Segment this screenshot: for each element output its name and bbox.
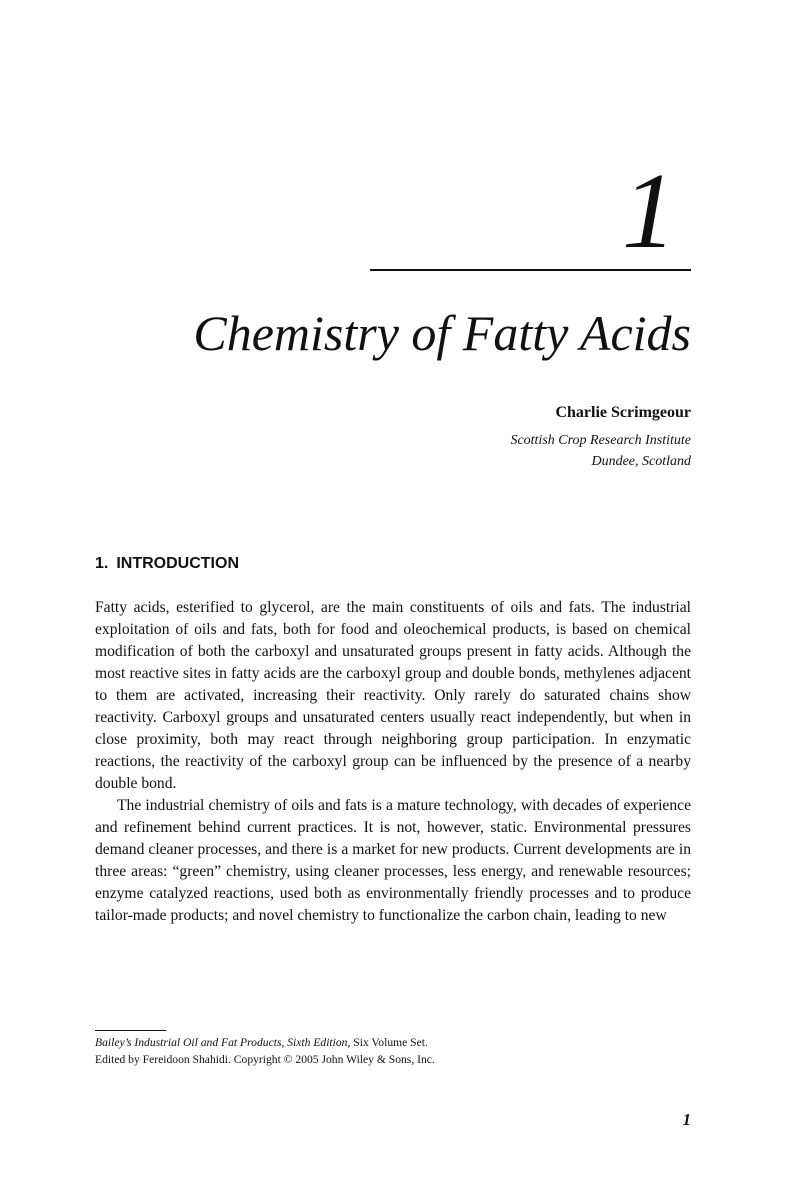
section-heading — [95, 553, 239, 575]
footnote-divider — [95, 1030, 166, 1031]
chapter-title: Chemistry of Fatty Acids — [193, 305, 691, 361]
footnote-copyright: Edited by Fereidoon Shahidi. Copyright © 2005 John Wiley & Sons, Inc. — [95, 1053, 435, 1066]
author-block — [510, 402, 691, 472]
page-number: 1 — [682, 1110, 691, 1129]
paragraph: The industrial chemistry of oils and fats is a mature technology, with decades of experience and refinement behind current practices. It is not, however, static. Environmental pressures demand cleaner processes, and there is a market for new products. Current developments are in three areas: “green” chemistry, using cleaner processes, less energy, and renewable resources; enzyme catalyzed reactions, used both as environmentally friendly processes and to produce tailor-made products; and novel chemistry to functionalize the carbon chain, leading to new — [95, 797, 691, 924]
chapter-divider — [370, 269, 691, 271]
affiliation-location: Dundee, Scotland — [591, 454, 691, 469]
author-name: Charlie Scrimgeour — [555, 404, 691, 421]
body-text — [95, 597, 691, 927]
footnote-book-set: Six Volume Set. — [350, 1036, 428, 1049]
footnote-book-title: Bailey’s Industrial Oil and Fat Products, Sixth Edition, — [95, 1036, 351, 1049]
section-number: 1. — [95, 555, 109, 572]
paragraph: Fatty acids, esterified to glycerol, are the main constituents of oils and fats. The industrial exploitation of oils and fats, both for food and oleochemical products, is based on chemical modification of both the carboxyl and unsaturated groups present in fatty acids. Although the most reactive sites in fatty acids are the carboxyl group and double bonds, methylenes adjacent to them are activated, increasing their reactivity. Only rarely do saturated chains show reactivity. Carboxyl groups and unsaturated centers usually react independently, but when in close proximity, both may react through neighboring group participation. In enzymatic reactions, the reactivity of the carboxyl group can be influenced by the presence of a nearby double bond. — [95, 599, 691, 792]
section-title: INTRODUCTION — [116, 555, 239, 572]
footnote-line-1 — [95, 1034, 435, 1051]
affiliation-institute: Scottish Crop Research Institute — [510, 433, 691, 448]
chapter-number: 1 — [622, 152, 676, 271]
footnote — [95, 1034, 435, 1068]
